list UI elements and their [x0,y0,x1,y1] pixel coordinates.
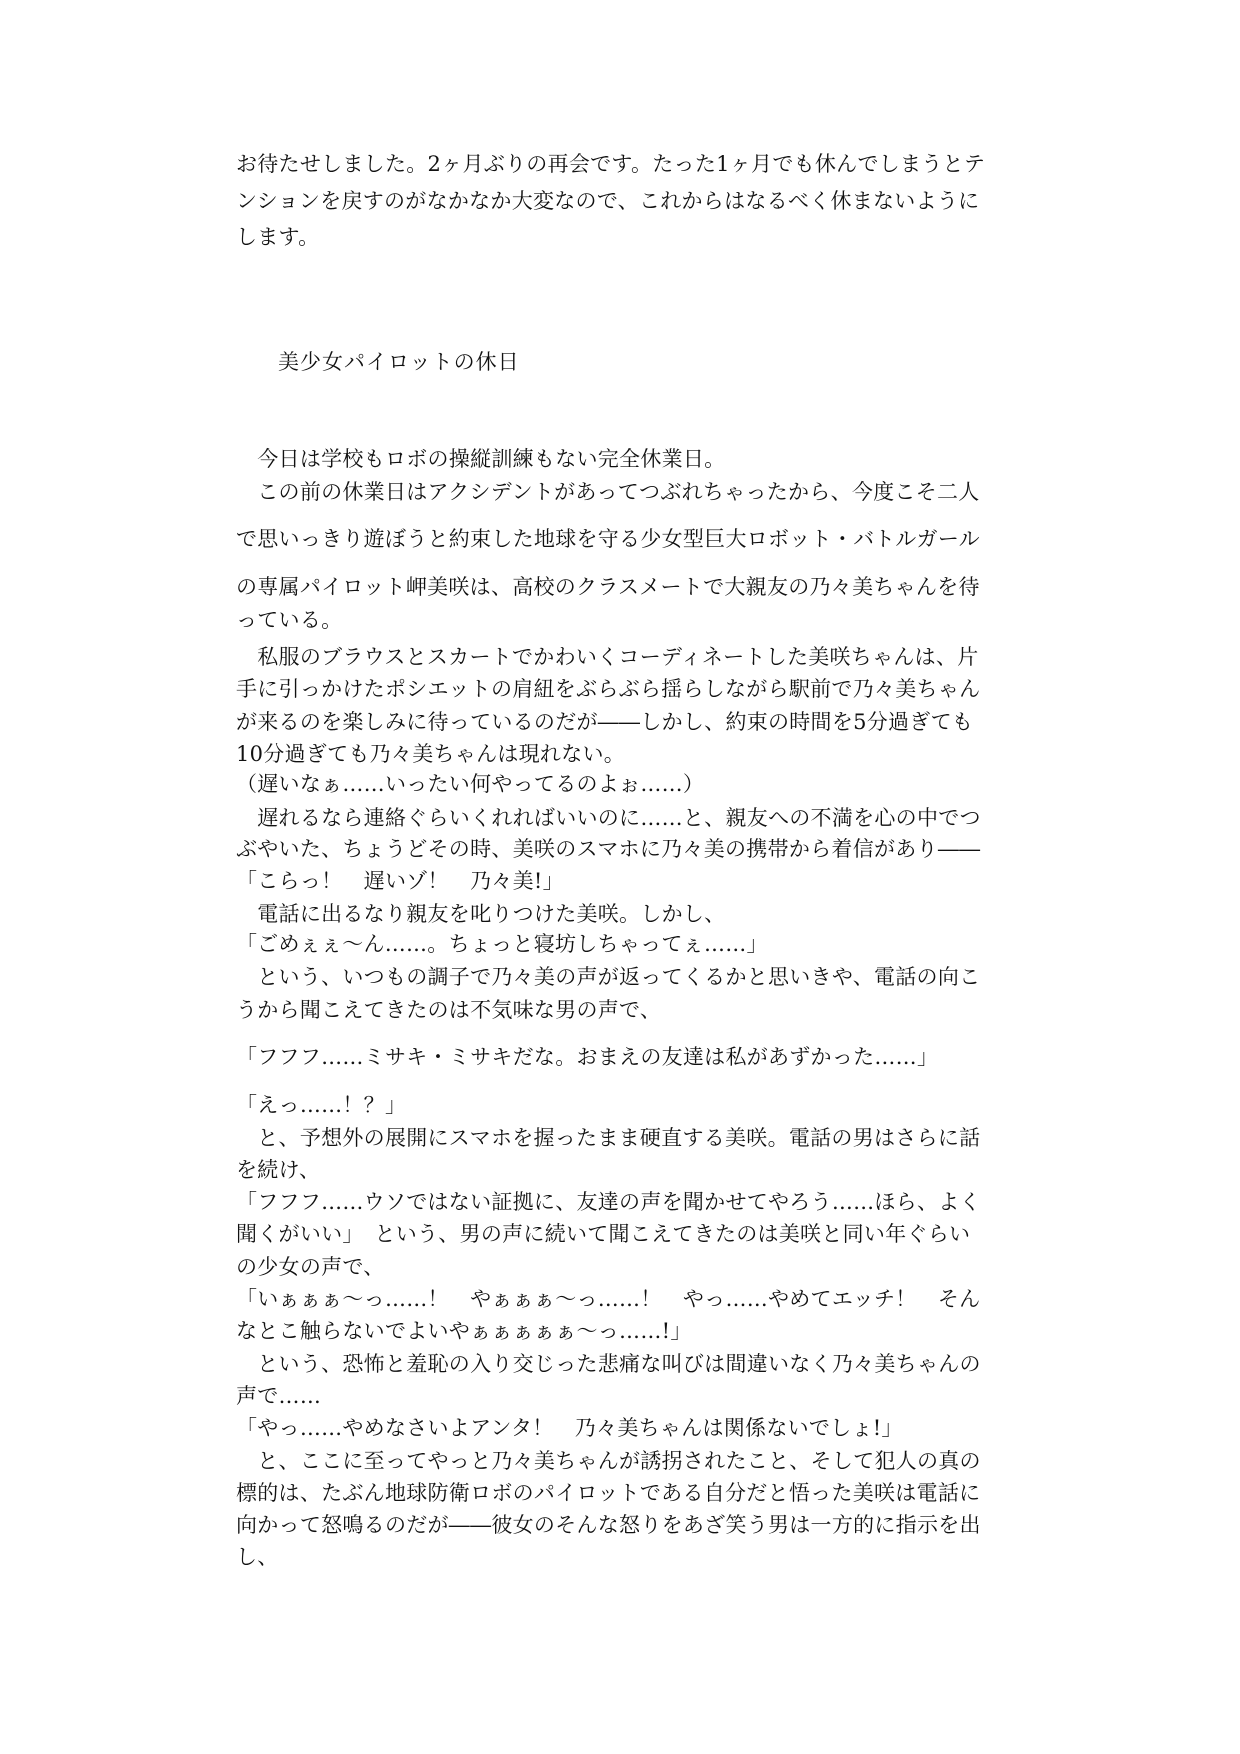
story-line: 「ごめぇぇ～ん……。ちょっと寝坊しちゃってぇ……」 [236,932,768,956]
story-line: 10分過ぎても乃々美ちゃんは現れない。 [236,742,626,766]
story-line: で思いっきり遊ぼうと約束した地球を守る少女型巨大ロボット・バトルガール [236,527,980,551]
story-line: と、予想外の展開にスマホを握ったまま硬直する美咲。電話の男はさらに話 [236,1126,981,1150]
story-title: 美少女パイロットの休日 [278,350,520,374]
story-line: なとこ触らないでよいやぁぁぁぁぁ～っ……!」 [236,1319,692,1343]
story-line: 「いぁぁぁ～っ……！ やぁぁぁ～っ……！ やっ……やめてエッチ！ そん [236,1287,981,1311]
story-line: の専属パイロット岬美咲は、高校のクラスメートで大親友の乃々美ちゃんを待 [236,575,980,599]
story-line: 遅れるなら連絡ぐらいくれればいいのに……と、親友への不満を心の中でつ [236,806,981,830]
story-line: と、ここに至ってやっと乃々美ちゃんが誘拐されたこと、そして犯人の真の [236,1449,981,1473]
story-line: ぶやいた、ちょうどその時、美咲のスマホに乃々美の携帯から着信があり―― [236,837,981,861]
intro-line: お待たせしました。2ヶ月ぶりの再会です。たった1ヶ月でも休んでしまうとテ [236,152,986,176]
story-line: 「フフフ……ミサキ・ミサキだな。おまえの友達は私があずかった……」 [236,1045,939,1069]
story-line: 「えっ……！？」 [236,1093,407,1117]
story-line: うから聞こえてきたのは不気味な男の声で、 [236,998,662,1022]
story-line: 「こらっ！ 遅いゾ！ 乃々美!」 [236,869,564,893]
story-line: 手に引っかけたポシエットの肩紐をぶらぶら揺らしながら駅前で乃々美ちゃん [236,677,981,701]
story-line: 聞くがいい」 という、男の声に続いて聞こえてきたのは美咲と同い年ぐらい [236,1222,971,1246]
story-line: （遅いなぁ……いったい何やってるのよぉ……） [236,772,705,796]
story-line: し、 [236,1545,279,1569]
story-line: この前の休業日はアクシデントがあってつぶれちゃったから、今度こそ二人 [236,480,980,504]
story-line: 電話に出るなり親友を叱りつけた美咲。しかし、 [236,902,726,926]
story-line: という、恐怖と羞恥の入り交じった悲痛な叫びは間違いなく乃々美ちゃんの [236,1352,981,1376]
story-line: 向かって怒鳴るのだが――彼女のそんな怒りをあざ笑う男は一方的に指示を出 [236,1513,981,1537]
story-line: が来るのを楽しみに待っているのだが――しかし、約束の時間を5分過ぎても [236,710,974,734]
story-line: 「やっ……やめなさいよアンタ！ 乃々美ちゃんは関係ないでしょ!」 [236,1416,903,1440]
story-line: 標的は、たぶん地球防衛ロボのパイロットである自分だと悟った美咲は電話に [236,1481,981,1505]
story-line: という、いつもの調子で乃々美の声が返ってくるかと思いきや、電話の向こ [236,965,981,989]
intro-line: ンションを戻すのがなかなか大変なので、これからはなるべく休まないように [236,189,980,213]
story-line: 声で…… [236,1384,322,1408]
story-line: 今日は学校もロボの操縦訓練もない完全休業日。 [236,447,726,471]
story-line: っている。 [236,608,343,632]
story-line: 「フフフ……ウソではない証拠に、友達の声を聞かせてやろう……ほら、よく [236,1190,981,1214]
story-line: 私服のブラウスとスカートでかわいくコーディネートした美咲ちゃんは、片 [236,645,979,669]
intro-line: します。 [236,225,320,249]
story-line: を続け、 [236,1158,321,1182]
story-line: の少女の声で、 [236,1255,385,1279]
